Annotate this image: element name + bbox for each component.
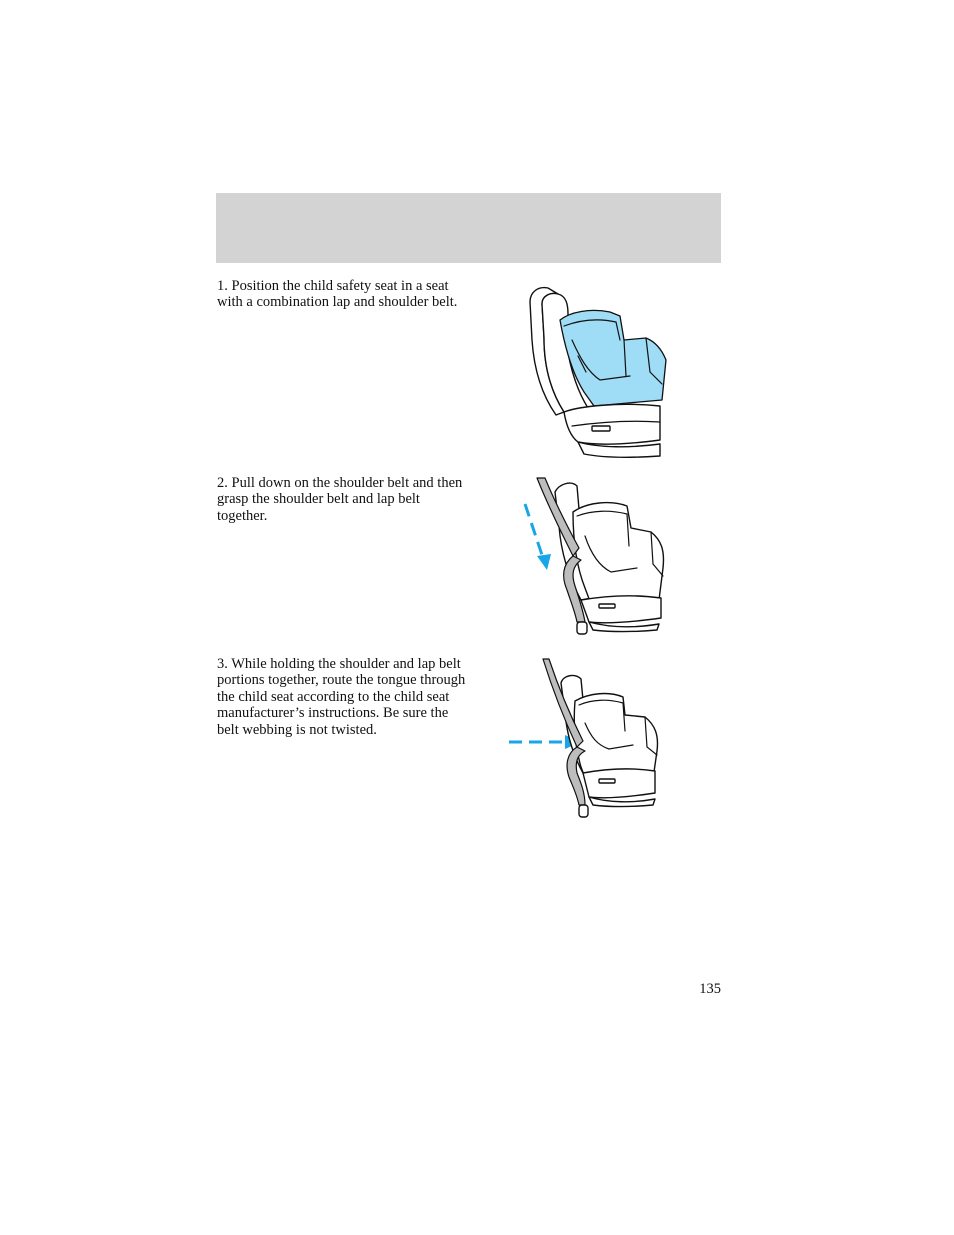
belt-tongue <box>577 622 587 634</box>
vehicle-seat-cushion <box>564 404 660 444</box>
step-1-text: 1. Position the child safety seat in a seat with a combination lap and shoulder belt. <box>217 278 458 311</box>
section-header-band <box>216 193 721 263</box>
child-safety-seat <box>573 503 664 604</box>
page-number: 135 <box>699 981 721 997</box>
pull-shoulder-belt-illustration <box>515 472 675 642</box>
step-2-text: 2. Pull down on the shoulder belt and then grasp the shoulder belt and lap belt together. <box>217 475 463 524</box>
route-tongue-illustration <box>505 655 670 823</box>
belt-tongue <box>579 805 588 817</box>
child-seat-position-illustration <box>520 280 675 462</box>
pull-down-arrow <box>525 504 543 558</box>
step-3-text: 3. While holding the shoulder and lap belt portions together, route the tongue through the child seat according to the child seat manufacturer’s instructions. Be sure the belt webbing is not twisted. <box>217 656 466 738</box>
